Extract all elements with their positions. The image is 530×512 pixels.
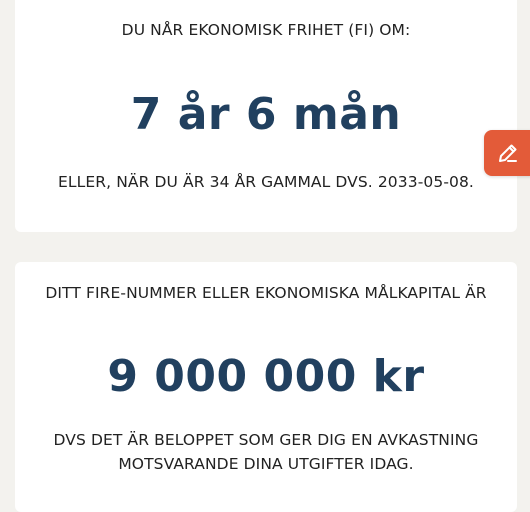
fire-number-value: 9 000 000 kr bbox=[107, 351, 425, 402]
fi-heading: DU NÅR EKONOMISK FRIHET (FI) OM: bbox=[121, 21, 411, 39]
fire-subtext-line-2: MOTSVARANDE DINA UTGIFTER IDAG. bbox=[118, 455, 414, 473]
fi-result-card bbox=[15, 0, 517, 232]
fire-subtext bbox=[15, 428, 517, 476]
pencil-icon bbox=[496, 141, 520, 165]
fi-time-value: 7 år 6 mån bbox=[130, 89, 402, 140]
fire-heading: DITT FIRE-NUMMER ELLER EKONOMISKA MÅLKAPITAL ÄR bbox=[45, 284, 487, 302]
fire-subtext-line-1: DVS DET ÄR BELOPPET SOM GER DIG EN AVKASTNING bbox=[53, 431, 479, 449]
fire-number-card bbox=[15, 262, 517, 512]
edit-button[interactable] bbox=[484, 130, 530, 176]
fi-subtext: ELLER, NÄR DU ÄR 34 ÅR GAMMAL DVS. 2033-05-08. bbox=[58, 173, 474, 191]
